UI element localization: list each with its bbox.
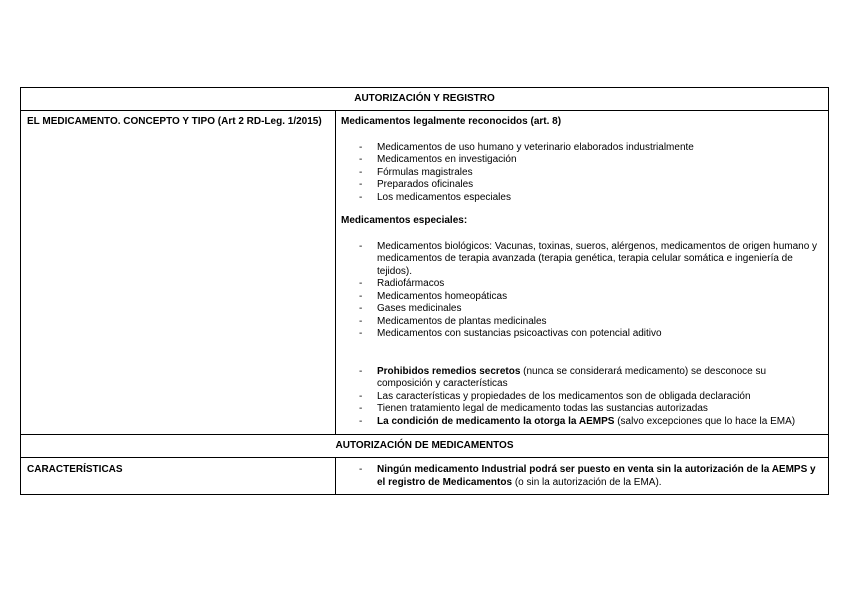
section-title-reconocidos: Medicamentos legalmente reconocidos (art. 8) [341, 116, 562, 127]
item-text: (o sin la autorización de la EMA). [512, 476, 662, 488]
list-especiales [341, 241, 824, 341]
row-label-caracteristicas [21, 458, 336, 495]
list-reconocidos [341, 142, 824, 205]
row-label-medicamento-text: EL MEDICAMENTO. CONCEPTO Y TIPO (Art 2 RD-Leg. 1/2015) [27, 116, 322, 127]
list-item: - Medicamentos con sustancias psicoactivas con potencial aditivo [341, 328, 824, 341]
list-item: - Medicamentos de plantas medicinales [341, 316, 824, 329]
list-item: - Medicamentos de uso humano y veterinario elaborados industrialmente [341, 142, 824, 155]
row-content-medicamento [336, 111, 829, 435]
list-item: - Medicamentos biológicos: Vacunas, toxinas, sueros, alérgenos, medicamentos de origen humano y medicamentos de terapia avanzada (terapia genética, terapia celular somática e ingeniería de tejidos). [341, 241, 824, 279]
bold-text: La condición de medicamento la otorga la AEMPS [377, 415, 615, 427]
document-table [20, 87, 829, 495]
list-item [341, 366, 824, 391]
header-autorizacion-registro [21, 88, 829, 111]
item-text: (salvo excepciones que lo hace la EMA) [614, 415, 796, 427]
list-condiciones [341, 366, 824, 429]
row-content-caracteristicas [336, 458, 829, 495]
table-row [21, 458, 829, 495]
item-text: (nunca se considerará medicamento) se desconoce su composición y características [377, 365, 767, 389]
row-label-medicamento [21, 111, 336, 435]
list-item: - Gases medicinales [341, 303, 824, 316]
row-label-caracteristicas-text: CARACTERÍSTICAS [27, 464, 123, 475]
list-item: - Los medicamentos especiales [341, 192, 824, 205]
list-item: - Radiofármacos [341, 278, 824, 291]
list-item: - Medicamentos homeopáticas [341, 291, 824, 304]
table-header-row [21, 435, 829, 458]
header-autorizacion-medicamentos [21, 435, 829, 458]
bold-text: Prohibidos remedios secretos [377, 365, 521, 377]
list-item: - Medicamentos en investigación [341, 154, 824, 167]
list-item: - Fórmulas magistrales [341, 167, 824, 180]
list-caracteristicas [341, 464, 824, 489]
section-title-especiales: Medicamentos especiales: [341, 215, 468, 226]
table-row [21, 111, 829, 435]
list-item: - Preparados oficinales [341, 179, 824, 192]
list-item [341, 416, 824, 429]
header-autorizacion-medicamentos-text: AUTORIZACIÓN DE MEDICAMENTOS [335, 440, 514, 452]
list-item: - Tienen tratamiento legal de medicamento todas las sustancias autorizadas [341, 403, 824, 416]
list-item: - Las características y propiedades de los medicamentos son de obligada declaración [341, 391, 824, 404]
list-item [341, 464, 824, 489]
table-header-row [21, 88, 829, 111]
bold-text: Ningún medicamento Industrial podrá ser puesto en venta sin la autorización de la AEMPS y el registro de Medicamentos [377, 464, 816, 488]
header-autorizacion-registro-text: AUTORIZACIÓN Y REGISTRO [354, 93, 495, 105]
